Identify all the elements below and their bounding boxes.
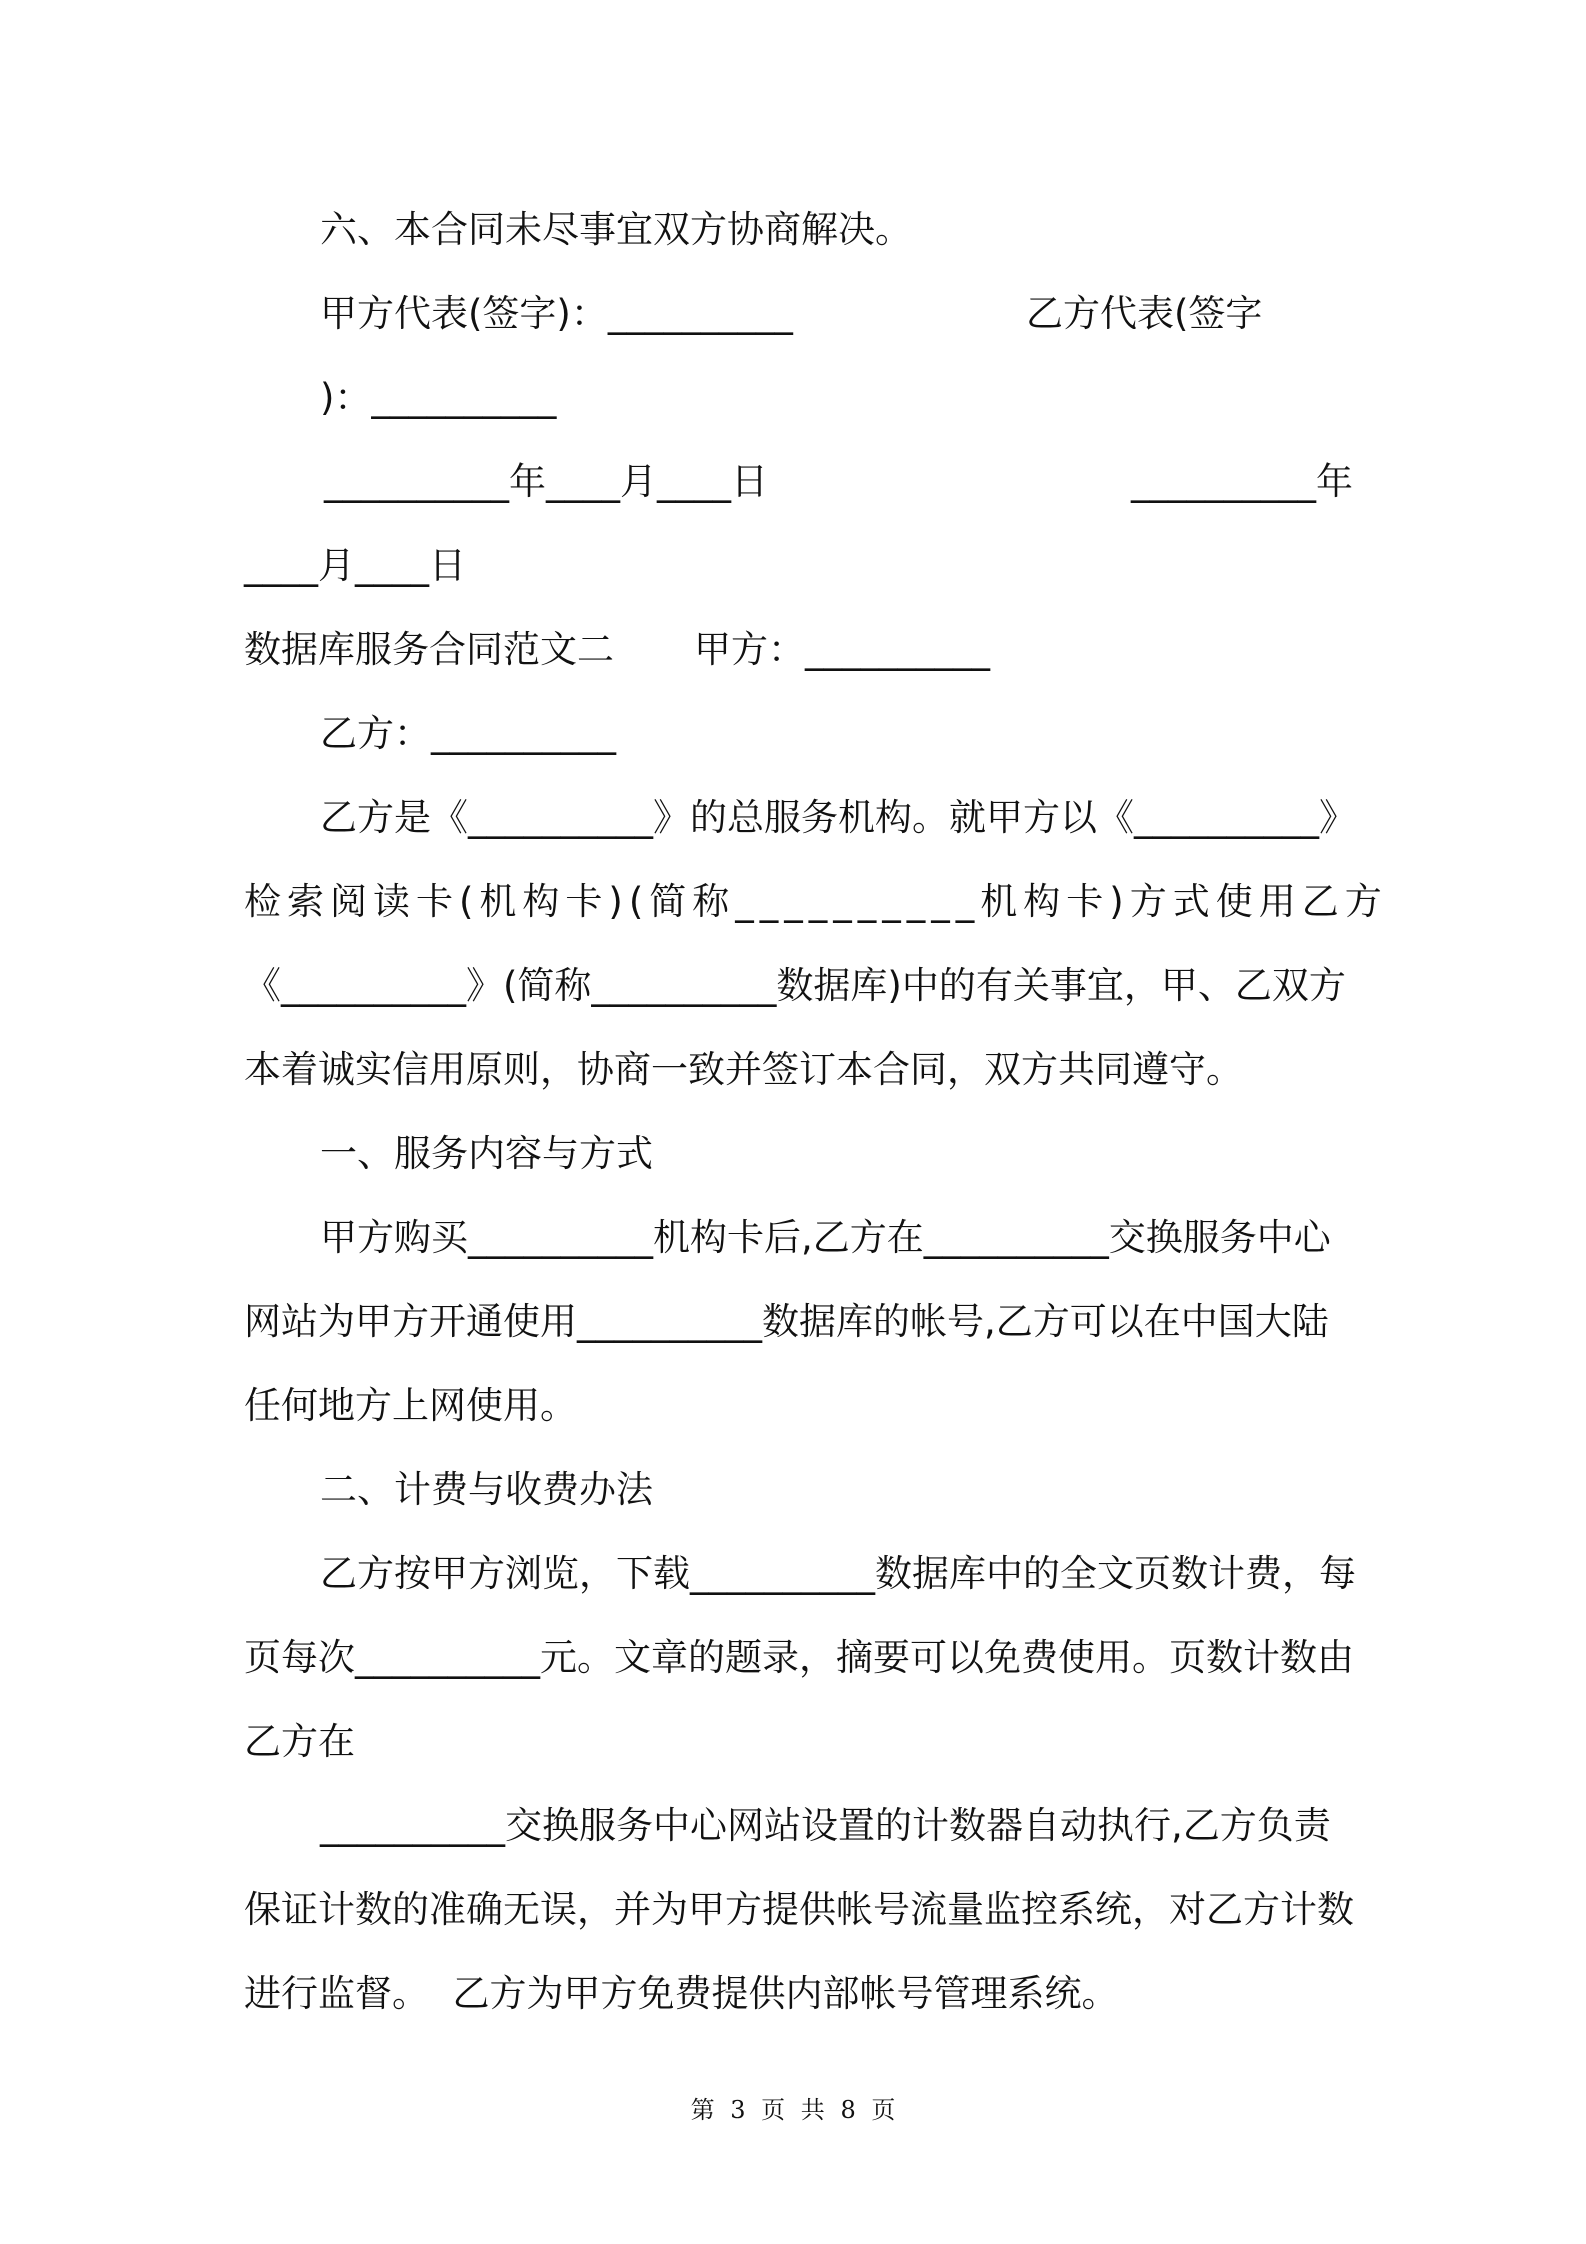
clause-six: 六、本合同未尽事宜双方协商解决。 <box>320 208 912 251</box>
party-b-date-start: __________年 <box>1131 460 1353 503</box>
body-paragraph-line: 检索阅读卡(机构卡)(简称__________机构卡)方式使用乙方 <box>244 880 1388 923</box>
party-b-field: 乙方：__________ <box>320 712 616 755</box>
clause-two-text: 页每次__________元。文章的题录，摘要可以免费使用。页数计数由 <box>244 1636 1354 1679</box>
body-paragraph-line: 本着诚实信用原则，协商一致并签订本合同，双方共同遵守。 <box>244 1048 1243 1091</box>
clause-two-text: 乙方在 <box>244 1720 355 1763</box>
clause-two-text: 进行监督。 乙方为甲方免费提供内部帐号管理系统。 <box>244 1972 1119 2015</box>
section-title: 数据库服务合同范文二 <box>244 628 614 671</box>
body-paragraph-line: 乙方是《__________》的总服务机构。就甲方以《__________》 <box>320 796 1356 839</box>
clause-two-heading: 二、计费与收费办法 <box>320 1468 653 1511</box>
clause-one-text: 任何地方上网使用。 <box>244 1384 577 1427</box>
party-b-signature-end: )：__________ <box>320 376 557 419</box>
clause-two-text: 乙方按甲方浏览，下载__________数据库中的全文页数计费，每 <box>320 1552 1356 1595</box>
clause-two-text: 保证计数的准确无误，并为甲方提供帐号流量监控系统，对乙方计数 <box>244 1888 1354 1931</box>
clause-two-text: __________交换服务中心网站设置的计数器自动执行,乙方负责 <box>320 1804 1331 1847</box>
party-b-date-end: ____月____日 <box>244 544 466 587</box>
party-b-signature-start: 乙方代表(签字 <box>1026 292 1263 335</box>
clause-one-text: 甲方购买__________机构卡后,乙方在__________交换服务中心 <box>320 1216 1331 1259</box>
party-a-date: __________年____月____日 <box>324 460 768 503</box>
clause-one-heading: 一、服务内容与方式 <box>320 1132 653 1175</box>
party-a-signature: 甲方代表(签字)：__________ <box>320 292 793 335</box>
page-number-footer: 第 3 页 共 8 页 <box>690 2096 896 2124</box>
party-a-field: 甲方：__________ <box>694 628 990 671</box>
clause-one-text: 网站为甲方开通使用__________数据库的帐号,乙方可以在中国大陆 <box>244 1300 1329 1343</box>
body-paragraph-line: 《__________》(简称__________数据库)中的有关事宜，甲、乙双方 <box>244 964 1346 1007</box>
